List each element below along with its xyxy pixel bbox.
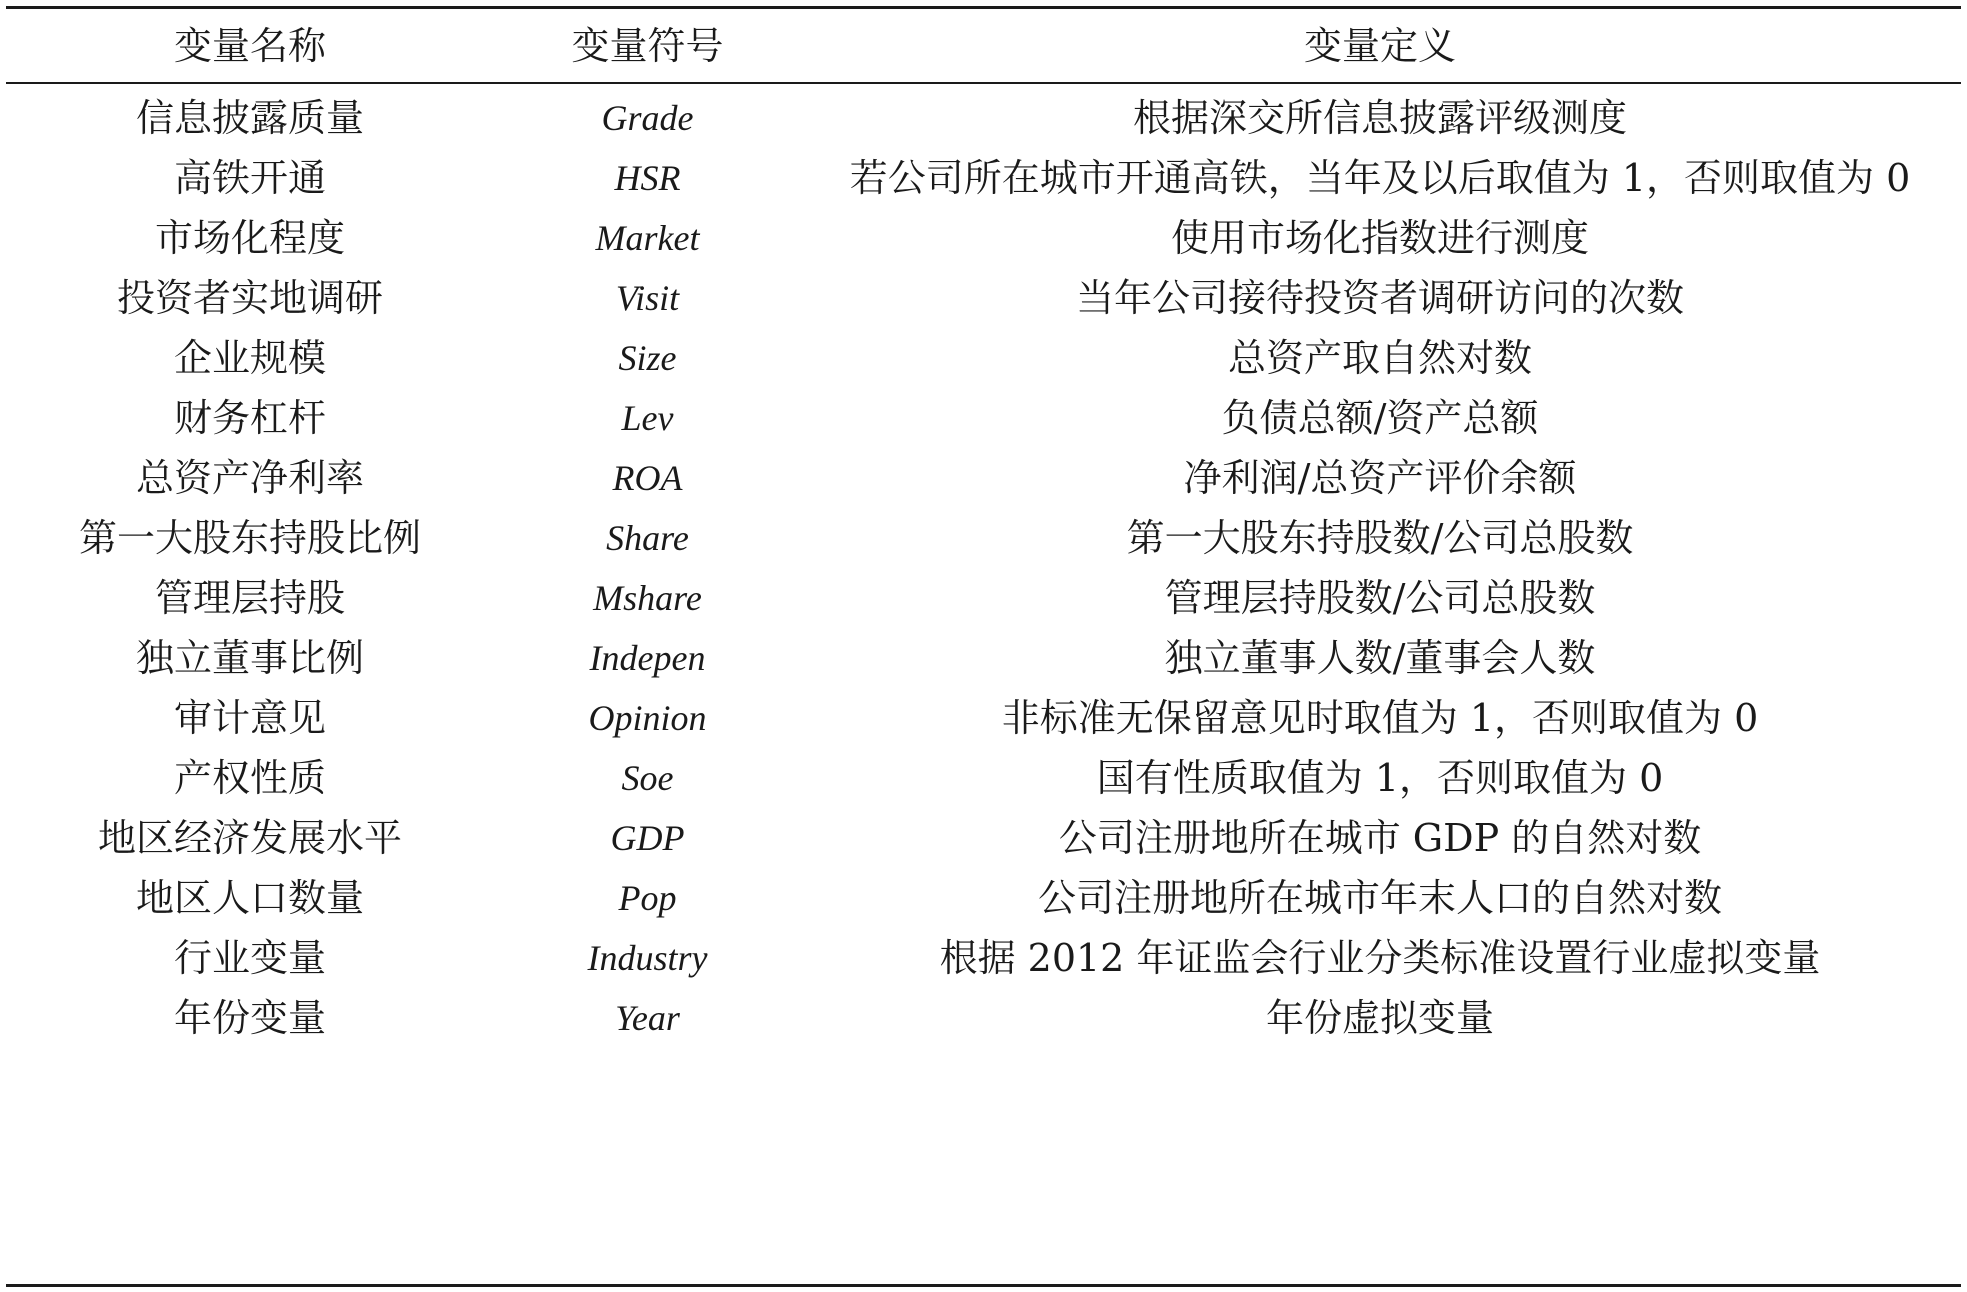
variable-definition-cell: 若公司所在城市开通高铁，当年及以后取值为 1，否则取值为 0 [849, 156, 1911, 200]
variable-name-cell: 年份变量 [173, 996, 326, 1040]
table-row [0, 568, 1967, 628]
variable-definition-cell: 使用市场化指数进行测度 [1170, 216, 1589, 260]
variable-name-cell: 企业规模 [173, 336, 326, 380]
variable-name-cell: 管理层持股 [154, 576, 345, 620]
header-variable-symbol: 变量符号 [571, 24, 724, 68]
table-row [0, 268, 1967, 328]
header-variable-definition: 变量定义 [1303, 24, 1456, 68]
variable-symbol-cell: Size [618, 338, 677, 378]
variable-definition-cell: 净利润/总资产评价余额 [1183, 456, 1577, 500]
variable-definition-cell: 公司注册地所在城市 GDP 的自然对数 [1058, 816, 1702, 860]
table-row [0, 688, 1967, 748]
variable-symbol-cell: Grade [601, 98, 694, 138]
table-row [0, 988, 1967, 1048]
variable-symbol-cell: Year [615, 998, 680, 1038]
bottom-rule [6, 1284, 1961, 1287]
table-row [0, 748, 1967, 808]
variable-name-cell: 投资者实地调研 [116, 276, 383, 320]
variable-name-cell: 第一大股东持股比例 [78, 516, 421, 560]
table-row [0, 388, 1967, 448]
variable-definition-cell: 年份虚拟变量 [1265, 996, 1494, 1040]
table-header-row [0, 10, 1967, 82]
variable-name-cell: 市场化程度 [154, 216, 345, 260]
variable-definition-cell: 第一大股东持股数/公司总股数 [1126, 516, 1634, 560]
variable-symbol-cell: ROA [612, 458, 683, 498]
header-variable-name: 变量名称 [173, 24, 326, 68]
variable-symbol-cell: Lev [621, 398, 674, 438]
variable-definition-cell: 国有性质取值为 1，否则取值为 0 [1096, 756, 1664, 800]
variable-symbol-cell: Indepen [589, 638, 706, 678]
variable-symbol-cell: Opinion [588, 698, 707, 738]
variable-name-cell: 地区人口数量 [135, 876, 364, 920]
table-row [0, 208, 1967, 268]
variable-definition-cell: 公司注册地所在城市年末人口的自然对数 [1037, 876, 1722, 920]
variable-symbol-cell: Industry [587, 938, 708, 978]
table-row [0, 628, 1967, 688]
variable-symbol-cell: Share [606, 518, 689, 558]
variable-definition-cell: 根据深交所信息披露评级测度 [1132, 96, 1627, 140]
variable-name-cell: 独立董事比例 [135, 636, 364, 680]
variable-definition-cell: 非标准无保留意见时取值为 1，否则取值为 0 [1001, 696, 1759, 740]
variable-name-cell: 行业变量 [173, 936, 326, 980]
table-row [0, 508, 1967, 568]
header-rule [6, 82, 1961, 84]
variable-symbol-cell: GDP [610, 818, 685, 858]
variable-definition-cell: 独立董事人数/董事会人数 [1164, 636, 1596, 680]
table-row [0, 148, 1967, 208]
variable-name-cell: 总资产净利率 [135, 456, 364, 500]
variable-name-cell: 信息披露质量 [135, 96, 364, 140]
table-row [0, 448, 1967, 508]
variable-name-cell: 财务杠杆 [173, 396, 326, 440]
table-row [0, 328, 1967, 388]
variable-definition-cell: 当年公司接待投资者调研访问的次数 [1075, 276, 1684, 320]
variable-symbol-cell: Soe [621, 758, 674, 798]
table-row [0, 808, 1967, 868]
variable-symbol-cell: Visit [615, 278, 680, 318]
variable-symbol-cell: Mshare [593, 578, 702, 618]
variable-symbol-cell: Pop [618, 878, 677, 918]
table-row [0, 88, 1967, 148]
variable-definition-cell: 根据 2012 年证监会行业分类标准设置行业虚拟变量 [939, 936, 1821, 980]
variable-definition-cell: 负债总额/资产总额 [1221, 396, 1539, 440]
variable-name-cell: 审计意见 [173, 696, 326, 740]
variable-definition-cell: 总资产取自然对数 [1227, 336, 1532, 380]
variable-definition-cell: 管理层持股数/公司总股数 [1164, 576, 1596, 620]
variable-symbol-cell: HSR [614, 158, 681, 198]
variable-name-cell: 产权性质 [173, 756, 326, 800]
variable-name-cell: 高铁开通 [173, 156, 326, 200]
table-row [0, 928, 1967, 988]
variable-symbol-cell: Market [595, 218, 700, 258]
variable-name-cell: 地区经济发展水平 [97, 816, 402, 860]
top-rule [6, 6, 1961, 9]
table-row [0, 868, 1967, 928]
